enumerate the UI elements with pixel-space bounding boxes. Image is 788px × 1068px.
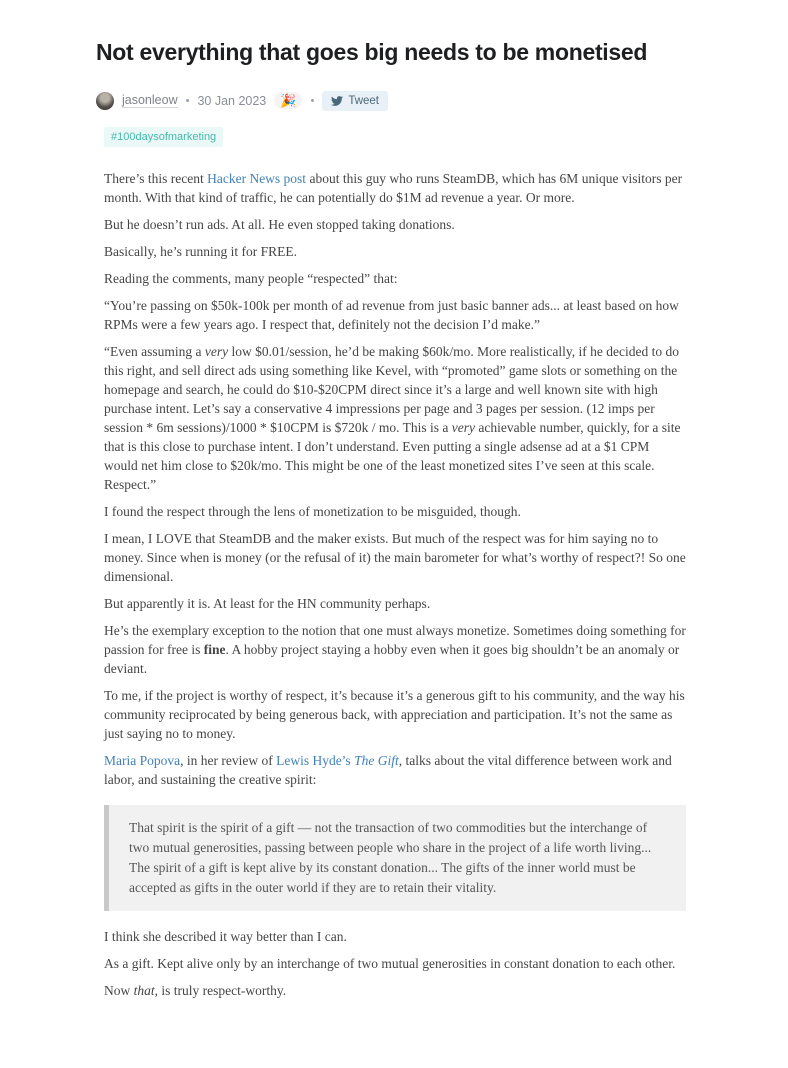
inline-link[interactable]: Maria Popova [104,752,181,768]
byline-separator: • [185,94,190,107]
text-segment: , is truly respect-worthy. [154,982,287,998]
byline [96,91,686,111]
reaction-badge[interactable]: 🎉 [274,92,302,109]
hashtag-link[interactable]: #100daysofmarketing [104,127,223,147]
text-segment: “Even assuming a [104,343,205,359]
paragraph [104,342,686,494]
paragraph [104,502,686,521]
paragraph [104,751,686,789]
inline-link[interactable]: Hacker News post [207,170,307,186]
paragraph [104,296,686,334]
paragraph [104,981,686,1000]
text-segment: I mean, I LOVE that SteamDB and the maker exists. But much of the respect was for him saying no to money. Since when is money (or the refusal of it) the main barometer for what’s worthy of respect?! So one dimensional. [104,530,686,584]
paragraph [104,529,686,586]
text-segment: achievable number, quickly, for a site that is this close to purchase intent. I don’t understand. Even putting a single adsense ad at a $1 CPM would net him close to $20k/mo. This might be one of the least monetized sites I’ve seen at this scale. Respect.” [104,419,681,492]
text-segment: about this guy who runs SteamDB, which has 6M unique visitors per month. With that kind of traffic, he can potentially do $1M ad revenue a year. Or more. [104,170,683,205]
text-segment: very [204,343,229,359]
text-segment: that [133,982,155,998]
text-segment: fine [203,641,226,657]
blockquote [104,805,686,911]
paragraph [104,954,686,973]
avatar[interactable] [96,92,114,110]
article-body [104,169,686,1000]
paragraph [104,269,686,288]
text-segment: There’s this recent [104,170,208,186]
text-segment: very [451,419,476,435]
text-segment: Basically, he’s running it for FREE. [104,243,297,259]
text-segment: I think she described it way better than I can. [104,928,347,944]
text-segment: Reading the comments, many people “respected” that: [104,270,398,286]
text-segment: That spirit is the spirit of a gift — not the transaction of two commodities but the interchange of two mutual generosities, passing between people who share in the project of a life worth living... The spirit of a gift is kept alive by its constant donation... The gifts of the inner world must be accepted as gifts in the outer world if they are to retain their vitality. [129,819,652,895]
text-segment: . A hobby project staying a hobby even when it goes big shouldn’t be an anomaly or deviant. [104,641,680,676]
tag-row [104,127,686,147]
text-segment: low $0.01/session, he’d be making $60k/mo. More realistically, if he decided to do this right, and sell direct ads using something like Kevel, with “promoted” game slots or something on the homepage and search, he could do $10-$20CPM direct since it’s a large and well known site with high purchase intent. Let’s say a conservative 4 impressions per page and 3 pages per session. (12 imps per session * 6m sessions)/1000 * $10CPM is $720k / mo. This is a [104,343,679,435]
text-segment: , in her review of [180,752,277,768]
text-segment: Now [104,982,134,998]
paragraph [104,594,686,613]
author-link[interactable]: jasonleow [122,93,178,108]
text-segment: He’s the exemplary exception to the notion that one must always monetize. Sometimes doing something for passion for free is [104,622,686,657]
twitter-bird-icon [331,95,343,107]
text-segment: As a gift. Kept alive only by an interchange of two mutual generosities in constant donation to each other. [104,955,676,971]
text-segment: To me, if the project is worthy of respect, it’s because it’s a generous gift to his community, and the way his community reciprocated by being generous back, with appreciation and participation. It’s not the same as just saying no to money. [104,687,685,741]
byline-separator: • [310,94,315,107]
inline-link[interactable]: Lewis Hyde’s [276,752,355,768]
page-title: Not everything that goes big needs to be monetised [96,39,648,65]
paragraph [104,169,686,207]
tweet-button[interactable] [322,91,388,111]
paragraph [104,242,686,261]
inline-link[interactable]: The Gift [354,752,399,768]
paragraph [104,215,686,234]
text-segment: I found the respect through the lens of monetization to be misguided, though. [104,503,521,519]
paragraph [104,621,686,678]
text-segment: “You’re passing on $50k-100k per month of ad revenue from just basic banner ads... at least based on how RPMs were a few years ago. I respect that, definitely not the decision I’d make.” [104,297,679,332]
post-date: 30 Jan 2023 [197,93,267,108]
text-segment: But apparently it is. At least for the HN community perhaps. [104,595,431,611]
paragraph [104,927,686,946]
text-segment: , talks about the vital difference between work and labor, and sustaining the creative spirit: [104,752,672,787]
text-segment: But he doesn’t run ads. At all. He even stopped taking donations. [104,216,455,232]
tweet-button-label: Tweet [348,94,379,107]
paragraph [104,686,686,743]
